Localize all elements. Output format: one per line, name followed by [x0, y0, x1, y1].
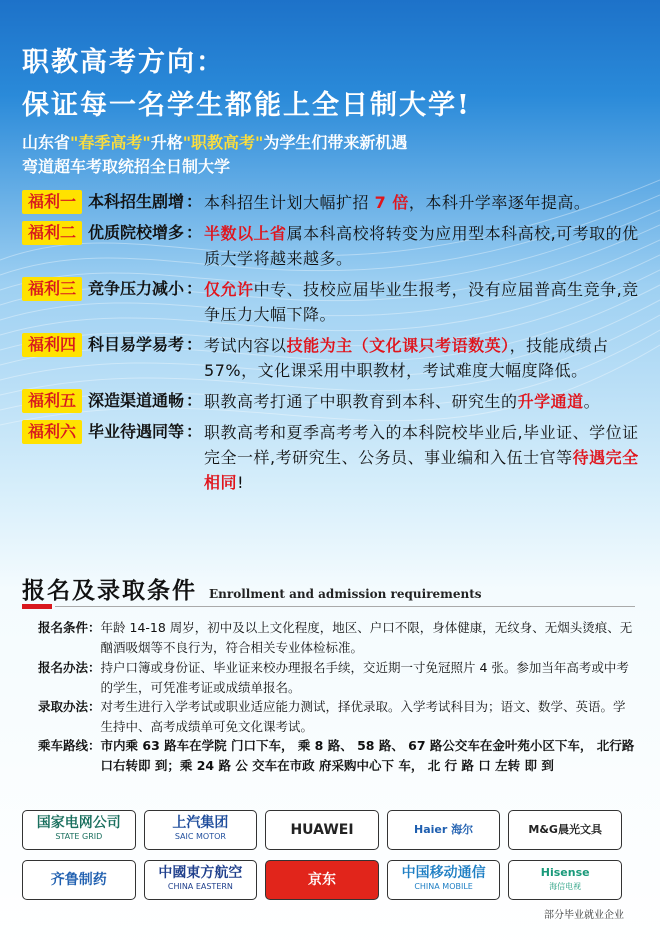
- logo-name: 中国移动通信: [401, 865, 486, 881]
- requirement-item: [38, 697, 638, 737]
- benefit-tag: 福利二: [22, 221, 82, 245]
- benefit-description: [204, 333, 642, 383]
- hisense-logo: [508, 860, 622, 900]
- headline-line-2: 保证每一名学生都能上全日制大学!: [22, 90, 471, 121]
- benefit-description: [204, 420, 642, 495]
- benefit-title: 优质院校增多: [88, 223, 185, 242]
- benefit-item: [22, 420, 642, 495]
- intro-text: 山东省: [22, 133, 71, 152]
- benefit-text: 。: [583, 392, 601, 411]
- haier-logo: [387, 810, 501, 850]
- requirement-item: [38, 736, 638, 776]
- benefit-text: 职教高考和夏季高考考入的本科院校毕业后,毕业证、学位证完全一样,考研究生、公务员、事业编和入伍士官等: [204, 423, 639, 467]
- benefit-text: 属本科高校将转变为应用型本科高校,可考取的优质大学将越来越多。: [204, 224, 639, 268]
- heading-accent-bar: [22, 604, 52, 609]
- benefit-title: 本科招生剧增: [88, 192, 185, 211]
- benefit-separator: ：: [186, 335, 203, 354]
- benefit-tag: 福利三: [22, 277, 82, 301]
- benefit-text: ，本科升学率逐年提高。: [408, 193, 591, 212]
- requirement-text: 持户口簿或身份证、毕业证来校办理报名手续，交近期一寸免冠照片 4 张。参加当年高考或中考的学生，可凭准考证或成绩单报名。: [100, 660, 629, 695]
- intro-line-2: 弯道超车考取统招全日制大学: [22, 157, 231, 176]
- intro-line-1: [22, 132, 642, 154]
- benefit-text: !: [237, 473, 244, 492]
- benefits-list: [22, 190, 642, 501]
- benefit-text: 中专、技校应届毕业生报考，没有应届普高生竞争,竞争压力大幅下降。: [204, 280, 639, 324]
- logo-name: Hisense: [540, 866, 590, 879]
- requirement-label: 乘车路线：: [38, 738, 101, 753]
- logo-name: HUAWEI: [290, 822, 354, 838]
- requirement-label: 报名条件：: [38, 620, 101, 635]
- benefit-item: [22, 190, 642, 215]
- benefit-separator: ：: [186, 279, 203, 298]
- logo-subtitle: SAIC MOTOR: [174, 832, 226, 841]
- jd-logo: [265, 860, 379, 900]
- logo-name: 国家电网公司: [36, 815, 121, 831]
- benefit-separator: ：: [186, 422, 203, 441]
- requirement-item: [38, 658, 638, 698]
- benefit-title: 科目易学易考: [88, 335, 185, 354]
- benefit-text: 本科招生计划大幅扩招: [204, 193, 375, 212]
- registration-title-en: Enrollment and admission requirements: [209, 587, 482, 601]
- requirement-label: 报名办法：: [38, 660, 101, 675]
- requirement-text: 市内乘 63 路车在学院 门口下车， 乘 8 路、 58 路、 67 路公交车在金叶苑小区下车， 北行路 口右转即 到；乘 24 路 公 交车在市政 府采购中心下 车， 北 行 路 口 左转 即 到: [100, 738, 635, 773]
- logo-name: 京东: [307, 872, 336, 888]
- benefit-title: 深造渠道通畅: [88, 391, 185, 410]
- requirement-text: 年龄 14-18 周岁，初中及以上文化程度，地区、户口不限，身体健康，无纹身、无烟头烫痕、无酗酒吸烟等不良行为，符合相关专业体检标准。: [100, 620, 633, 655]
- partner-logos: [22, 810, 622, 900]
- requirement-label: 录取办法：: [38, 699, 101, 714]
- benefit-title: 竞争压力减小: [88, 279, 185, 298]
- headline-line-1: 职教高考方向：: [22, 47, 225, 78]
- benefit-highlight: 升学通道: [517, 392, 584, 411]
- intro-highlight: "职教高考": [182, 133, 264, 152]
- intro-text: 为学生们带来新机遇: [263, 133, 408, 152]
- intro-highlight: "春季高考": [70, 133, 151, 152]
- benefit-highlight: 7 倍: [374, 193, 409, 212]
- logo-name: 齐鲁制药: [50, 872, 107, 888]
- china-mobile-logo: [387, 860, 501, 900]
- logo-name: 上汽集团: [172, 815, 229, 831]
- benefit-text: 考试内容以: [204, 336, 287, 355]
- benefit-separator: ：: [186, 192, 203, 211]
- logo-name: 中國東方航空: [158, 865, 243, 881]
- qilu-logo: [22, 860, 136, 900]
- benefit-tag: 福利五: [22, 389, 82, 413]
- benefit-item: [22, 221, 642, 271]
- state-grid-logo: [22, 810, 136, 850]
- benefit-description: [204, 277, 642, 327]
- requirement-item: [38, 618, 638, 658]
- benefit-description: [204, 221, 642, 271]
- logo-name: M&G晨光文具: [528, 823, 602, 836]
- benefit-description: [204, 389, 642, 414]
- benefit-separator: ：: [186, 391, 203, 410]
- benefit-highlight: 仅允许: [204, 280, 254, 299]
- benefit-description: [204, 190, 642, 215]
- benefit-highlight: 待遇完全相同: [204, 448, 639, 492]
- registration-title: 报名及录取条件: [22, 577, 197, 604]
- benefit-tag: 福利一: [22, 190, 82, 214]
- logo-subtitle: STATE GRID: [55, 832, 103, 841]
- benefit-item: [22, 277, 642, 327]
- logo-name: Haier 海尔: [414, 823, 474, 836]
- logo-subtitle: CHINA MOBILE: [414, 882, 473, 891]
- registration-heading: [22, 572, 642, 605]
- benefit-item: [22, 389, 642, 414]
- requirement-text: 对考生进行入学考试或职业适应能力测试，择优录取。入学考试科目为；语文、数学、英语。学生持中、高考成绩单可免文化课考试。: [100, 699, 626, 734]
- logo-subtitle: CHINA EASTERN: [167, 882, 233, 891]
- mg-logo: [508, 810, 622, 850]
- benefit-separator: ：: [186, 223, 203, 242]
- china-eastern-logo: [144, 860, 258, 900]
- logo-subtitle: 海信电视: [549, 882, 582, 891]
- benefit-tag: 福利六: [22, 420, 82, 444]
- benefit-highlight: 半数以上省: [204, 224, 287, 243]
- huawei-logo: [265, 810, 379, 850]
- benefit-title: 毕业待遇同等: [88, 422, 185, 441]
- logos-caption: 部分毕业就业企业: [544, 910, 624, 921]
- benefit-text: 职教高考打通了中职教育到本科、研究生的: [204, 392, 518, 411]
- benefit-text: ，技能成绩占 57%，文化课采用中职教材，考试难度大幅度降低。: [204, 336, 609, 380]
- intro-text: 升格: [150, 133, 183, 152]
- divider: [55, 606, 635, 607]
- benefit-tag: 福利四: [22, 333, 82, 357]
- saic-logo: [144, 810, 258, 850]
- benefit-highlight: 技能为主（文化课只考语数英）: [286, 336, 510, 355]
- benefit-item: [22, 333, 642, 383]
